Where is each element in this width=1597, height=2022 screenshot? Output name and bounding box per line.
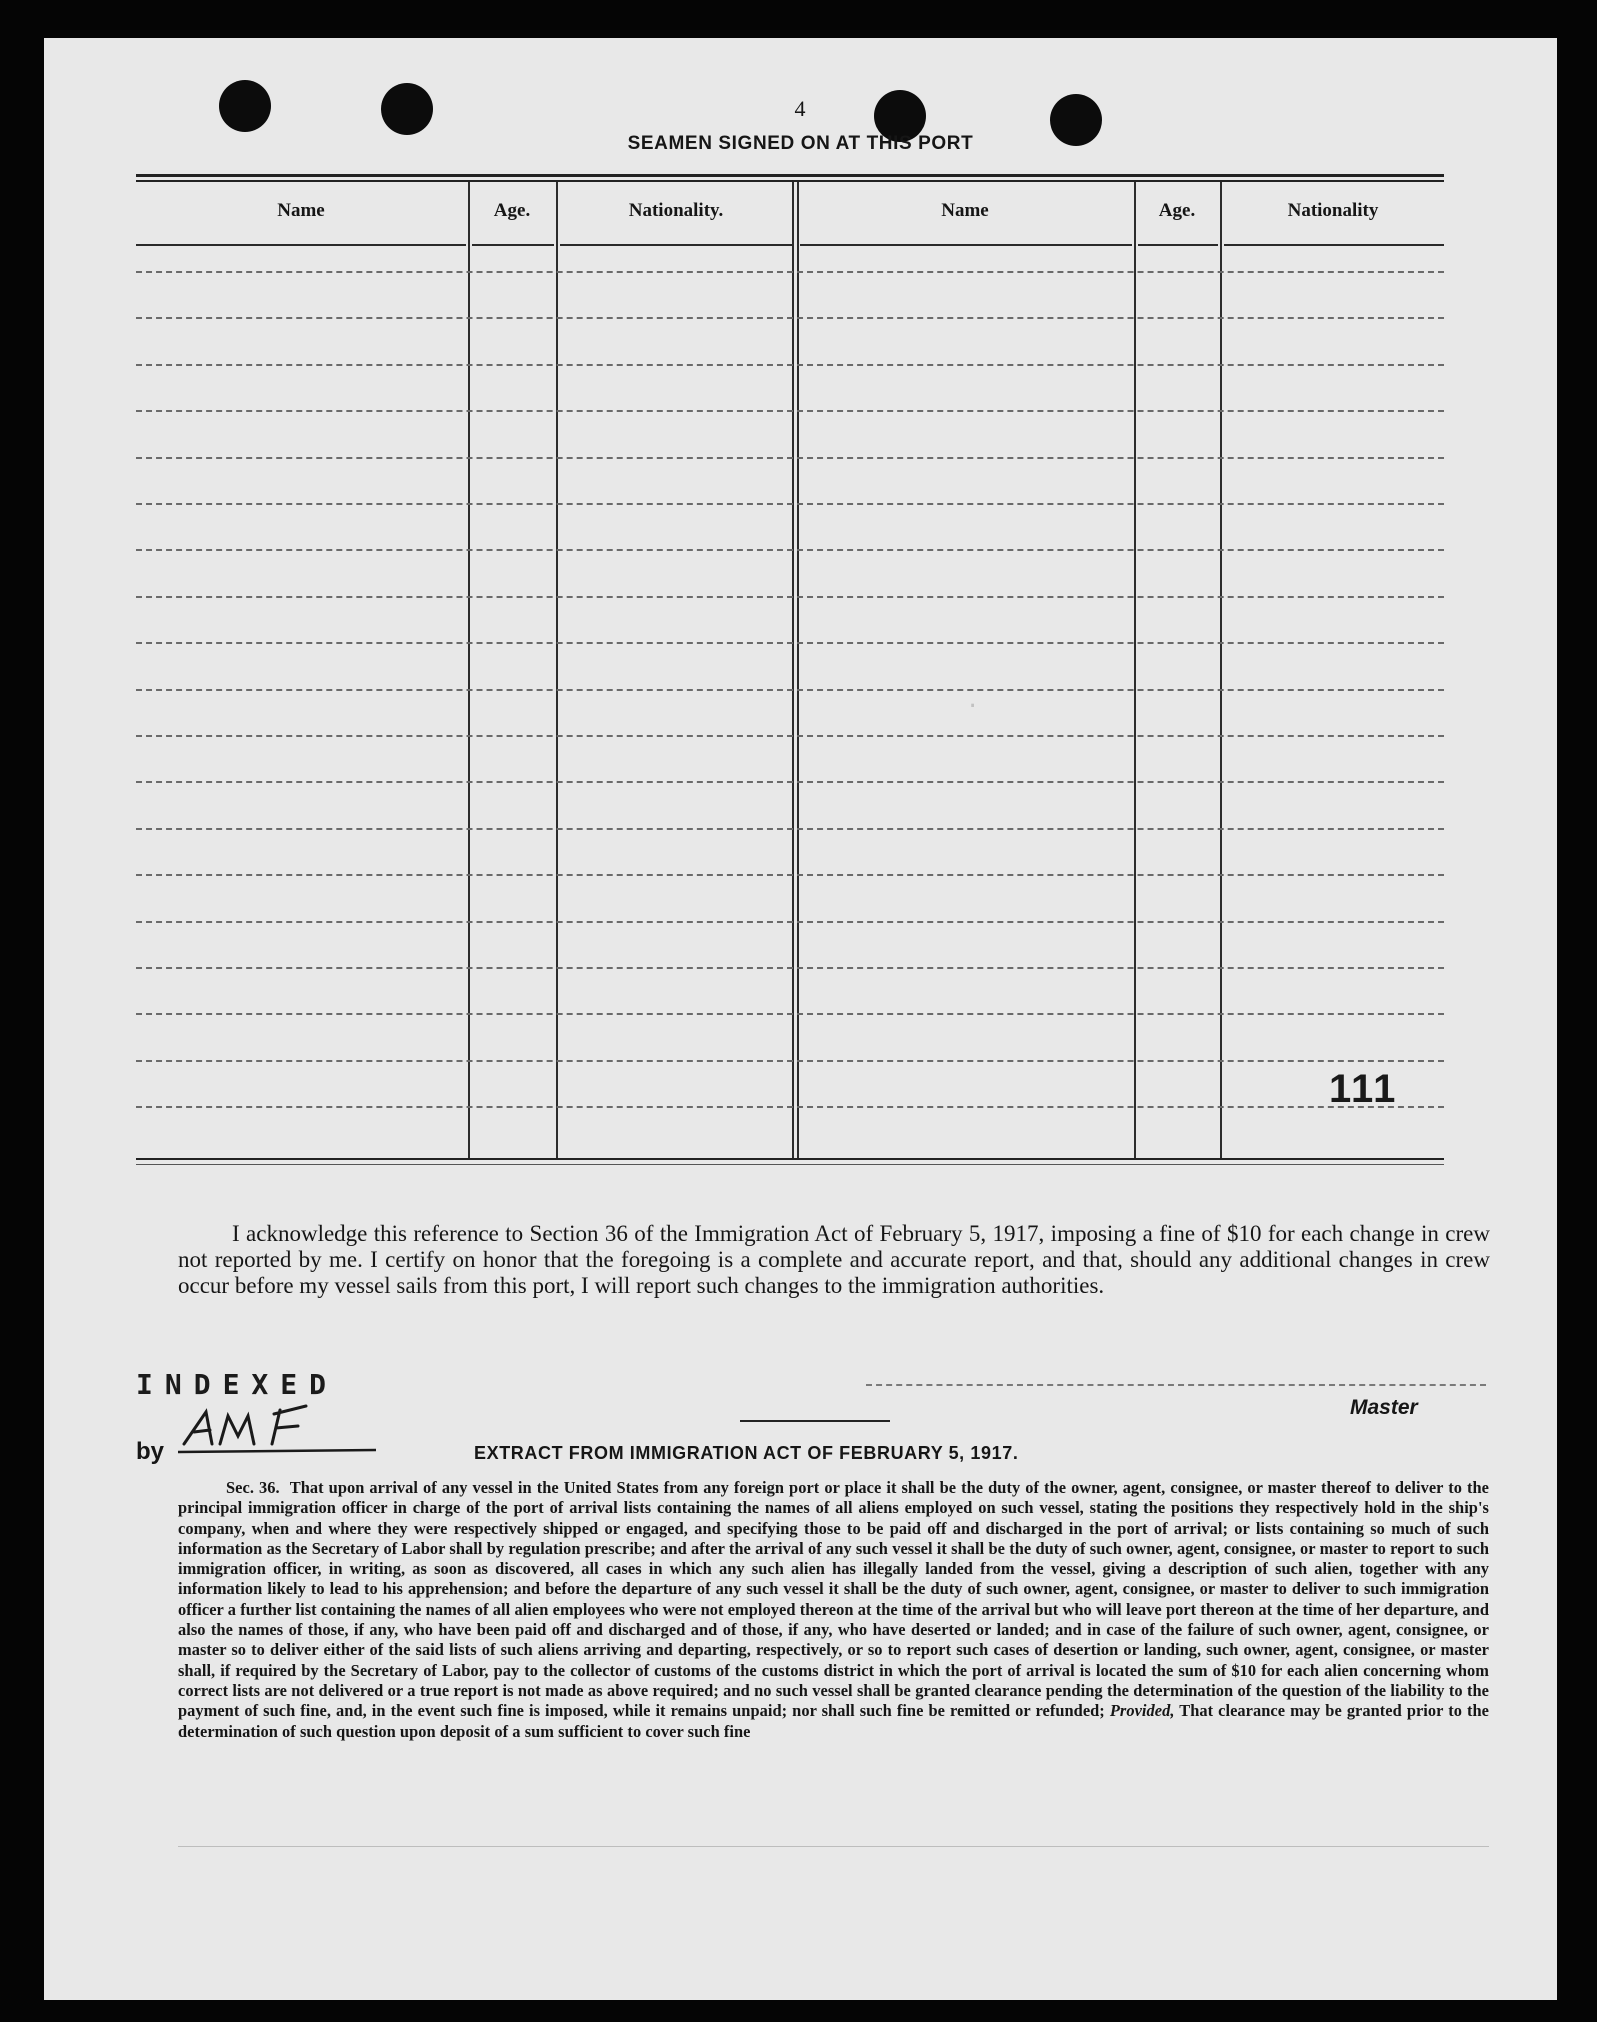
section-body: That upon arrival of any vessel in the United States from any foreign port or place it shall be the duty of the owner, agent, consignee, or master thereof to deliver to the principal immigration officer in charge of the port of arrival lists containing the names of all aliens employed on such vessel, stating the positions they respectively hold in the ship's company, when and where they were respectively shipped or engaged, and specifying those to be paid off and discharged in the port of arrival; or lists containing so much of such information as the Secretary of Labor shall by regulation prescribe; and after the arrival of any such vessel it shall be the duty of such owner, agent, consignee, or master to report to such immigration officer, in writing, as soon as discovered, all cases in which any such alien has illegally landed from the vessel, giving a description of such alien, together with any information likely to lead to his apprehension; and before the departure of any such vessel it shall be the duty of such owner, agent, consignee, or master to deliver to such immigration officer a further list containing the names of all alien employees who were not employed thereon at the time of the arrival but who will leave port thereon at the time of her departure, and also the names of those, if any, who have been paid off and discharged and of those, if any, who have deserted or landed; and in case of the failure of such owner, agent, consignee, or master so to deliver either of the said lists of such aliens arriving and departing, respectively, or so to report such cases of desertion or landing, such owner, agent, consignee, or master shall, if required by the Secretary of Labor, pay to the collector of customs of the customs district in which the port of arrival is located the sum of $10 for each alien concerning whom correct lists are not delivered or a true report is not made as above required; and no such vessel shall be granted clearance pending the determination of the question of the liability to the payment of such fine, and, in the event such fine is imposed, while it remains unpaid; nor shall such fine be remitted or refunded;: [178, 1478, 1490, 1721]
table-row: [136, 689, 1444, 691]
table-top-rule: [136, 174, 1444, 177]
header-rule: [1224, 244, 1444, 246]
indexed-by-label: by: [136, 1438, 165, 1465]
column-divider: [797, 182, 799, 1158]
proviso-text: That clearance may be granted prior to the determination of such question upon deposit of a sum sufficient to cover such fine: [178, 1701, 1489, 1741]
punch-hole: [381, 83, 433, 135]
crew-table: [136, 174, 1444, 1168]
column-divider: [468, 182, 470, 1158]
punch-hole: [219, 80, 271, 132]
header-rule: [800, 244, 1132, 246]
header-rule: [472, 244, 554, 246]
table-row: [136, 828, 1444, 830]
table-row: [136, 967, 1444, 969]
table-top-rule: [136, 180, 1444, 182]
table-bottom-rule: [136, 1158, 1444, 1160]
table-row: [136, 781, 1444, 783]
table-row: [136, 410, 1444, 412]
column-divider: [556, 182, 558, 1158]
master-label: Master: [1350, 1396, 1418, 1419]
table-row: [136, 317, 1444, 319]
certification-statement: I acknowledge this reference to Section 36 of the Immigration Act of February 5, 1917, imposing a fine of $10 for each change in crew not reported by me. I certify on honor that the foregoing is a complete and accurate report, and that, should any additional changes in crew occur before my vessel sails from this port, I will report such changes to the immigration authorities.: [178, 1221, 1490, 1298]
table-row: [136, 503, 1444, 505]
column-header-name: Name: [277, 200, 325, 221]
table-row: [136, 642, 1444, 644]
master-signature-line: [866, 1384, 1486, 1386]
proviso-label: Provided,: [1109, 1701, 1175, 1721]
table-row: [136, 271, 1444, 273]
column-divider: [1220, 182, 1222, 1158]
section-label: Sec. 36.: [226, 1478, 280, 1497]
table-row: [136, 596, 1444, 598]
table-row: [136, 735, 1444, 737]
indexer-initials-signature: [176, 1400, 406, 1460]
bleed-through: ·: [966, 694, 980, 719]
column-header-age-2: Age.: [1158, 200, 1196, 221]
marginal-number: 111: [1329, 1067, 1398, 1111]
table-bottom-rule: [136, 1164, 1444, 1165]
column-header-nationality: Nationality.: [628, 200, 724, 221]
table-row: [136, 1106, 1444, 1108]
table-row: [136, 921, 1444, 923]
column-header-age: Age.: [493, 200, 531, 221]
bottom-rule: [178, 1846, 1489, 1847]
header-rule: [1138, 244, 1218, 246]
table-row: [136, 874, 1444, 876]
table-row: [136, 364, 1444, 366]
document-page: [44, 38, 1557, 2000]
table-row: [136, 457, 1444, 459]
column-divider: [1134, 182, 1136, 1158]
header-rule: [560, 244, 794, 246]
column-header-nationality-2: Nationality: [1287, 200, 1379, 221]
indexed-stamp: INDEXED: [136, 1368, 339, 1401]
column-header-name-2: Name: [941, 200, 989, 221]
table-row: [136, 549, 1444, 551]
section-divider: [740, 1420, 890, 1422]
extract-title: EXTRACT FROM IMMIGRATION ACT OF FEBRUARY 5, 1917.: [474, 1443, 1019, 1463]
statute-text: [178, 1478, 1489, 1742]
table-row: [136, 1060, 1444, 1062]
header-rule: [136, 244, 466, 246]
table-row: [136, 1013, 1444, 1015]
form-title: SEAMEN SIGNED ON AT THIS PORT: [627, 133, 974, 154]
column-divider: [792, 182, 794, 1158]
page-number: 4: [794, 96, 806, 121]
